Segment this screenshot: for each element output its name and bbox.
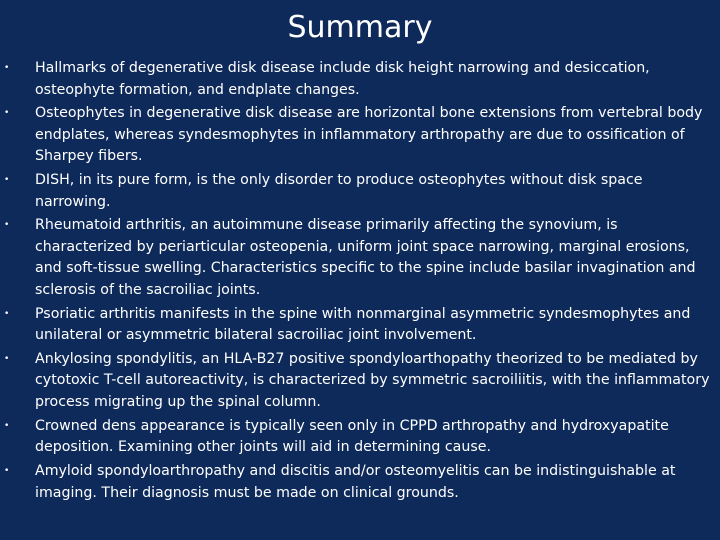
bullet-icon: • [4,353,10,364]
bullet-text: Amyloid spondyloarthropathy and discitis and/or osteomyelitis can be indistinguishable at imaging. Their diagnosis must be made on clinical grounds. [35,463,676,501]
bullet-icon: • [4,466,10,477]
bullet-list [0,58,720,506]
bullet-text: Ankylosing spondylitis, an HLA-B27 positive spondyloarthopathy theorized to be mediated by cytotoxic T-cell autoreactivity, is characterized by symmetric sacroiliitis, with the inflammatory process migrating up the spinal column. [35,350,710,410]
bullet-text: Rheumatoid arthritis, an autoimmune disease primarily affecting the synovium, is characterized by periarticular osteopenia, uniform joint space narrowing, marginal erosions, and soft-tissue swelling. Characteristics specific to the spine include basilar invagination and sclerosis of the sacroiliac joints. [35,217,696,298]
list-item [0,349,720,414]
bullet-icon: • [4,175,10,186]
bullet-icon: • [4,220,10,231]
bullet-icon: • [4,420,10,431]
bullet-text: Osteophytes in degenerative disk disease are horizontal bone extensions from vertebral body endplates, whereas syndesmophytes in inflammatory arthropathy are due to ossification of Sharpey fibers. [35,105,703,165]
list-item [0,58,720,101]
list-item [0,215,720,301]
bullet-text: DISH, in its pure form, is the only disorder to produce osteophytes without disk space narrowing. [35,172,643,210]
bullet-icon: • [4,308,10,319]
bullet-text: Crowned dens appearance is typically seen only in CPPD arthropathy and hydroxyapatite deposition. Examining other joints will aid in determining cause. [35,417,669,456]
list-item [0,304,720,347]
slide-title: Summary [287,10,433,45]
list-item [0,461,720,504]
bullet-text: Hallmarks of degenerative disk disease include disk height narrowing and desiccation, osteophyte formation, and endplate changes. [35,60,650,98]
list-item [0,416,720,459]
list-item [0,170,720,213]
list-item [0,103,720,168]
bullet-icon: • [4,108,10,119]
bullet-text: Psoriatic arthritis manifests in the spine with nonmarginal asymmetric syndesmophytes and unilateral or asymmetric bilateral sacroiliac joint involvement. [35,305,691,344]
bullet-icon: • [4,63,10,73]
